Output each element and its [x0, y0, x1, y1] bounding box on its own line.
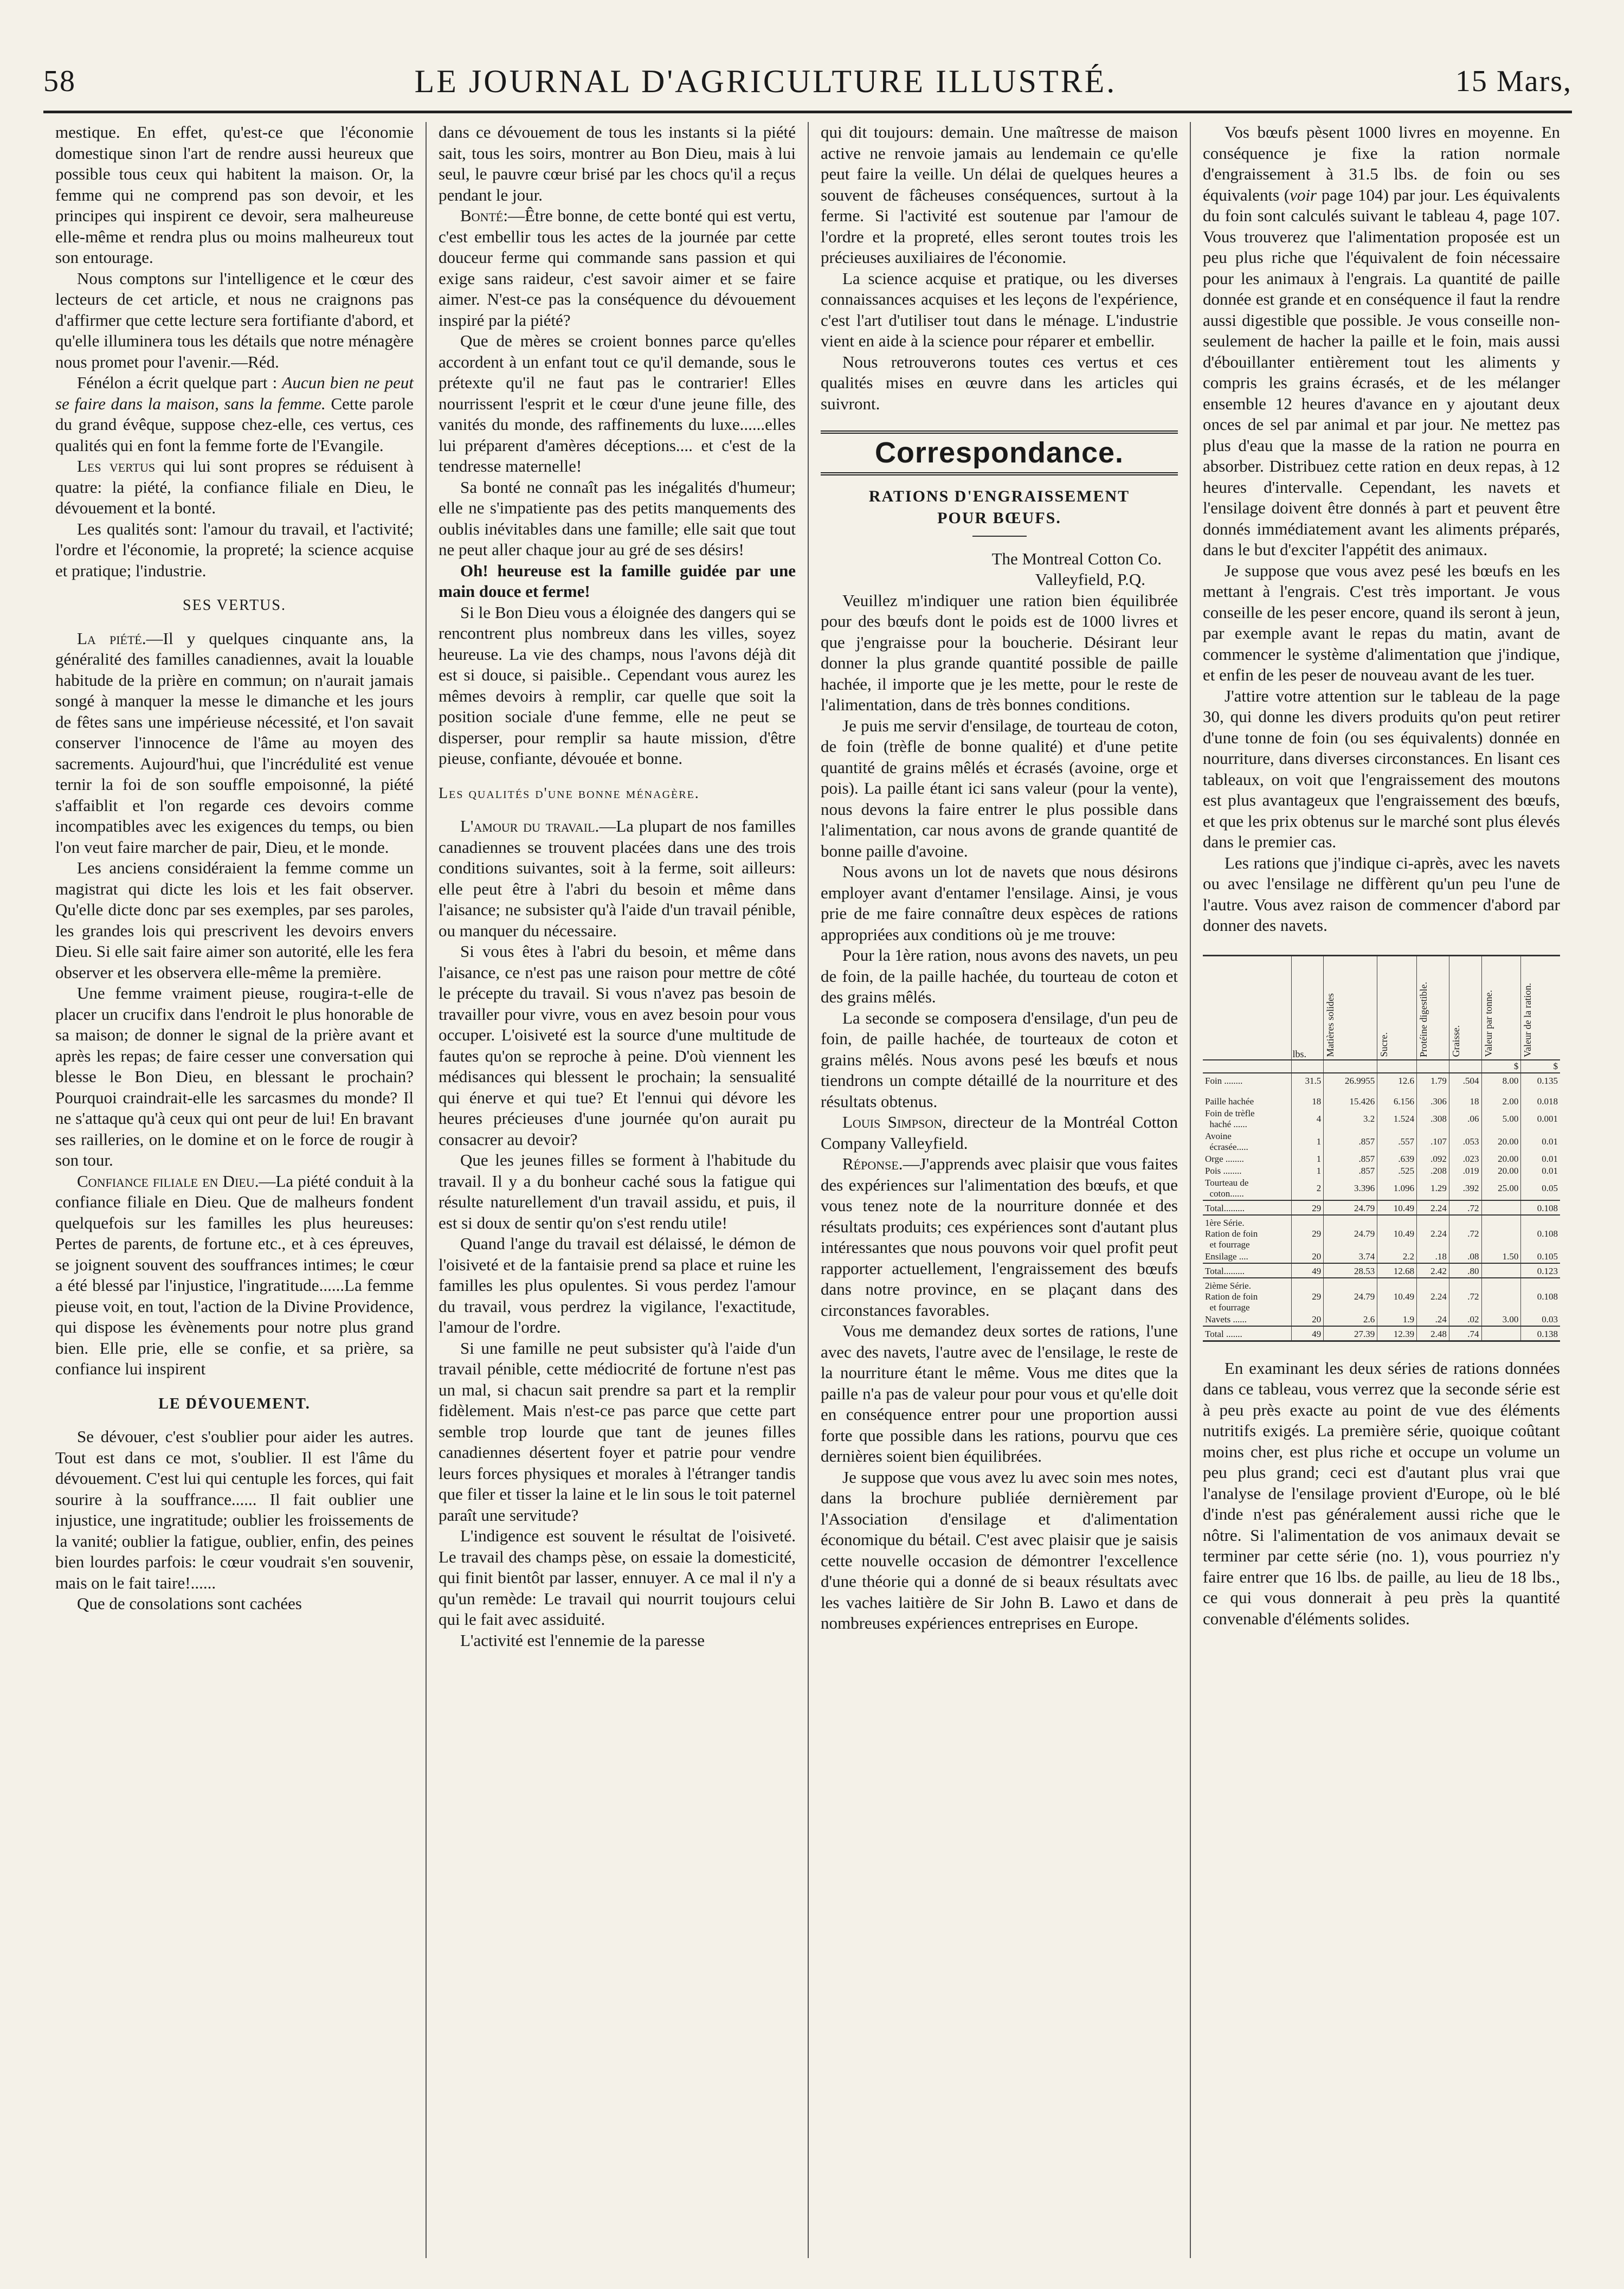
table-cell: 2.42 [1417, 1263, 1449, 1278]
table-cell: 6.156 [1377, 1096, 1417, 1108]
table-cell: 0.108 [1521, 1278, 1560, 1314]
table-cell: .72 [1449, 1200, 1481, 1215]
table-row [1203, 1153, 1560, 1165]
table-cell [1377, 1060, 1417, 1073]
column-1 [43, 122, 426, 2258]
table-cell [1481, 1215, 1521, 1251]
table-cell: .80 [1449, 1263, 1481, 1278]
table-cell: .504 [1449, 1073, 1481, 1087]
table-cell: .24 [1417, 1314, 1449, 1326]
table-cell: 0.01 [1521, 1153, 1560, 1165]
table-cell: 0.01 [1521, 1130, 1560, 1153]
paragraph [1203, 122, 1560, 561]
table-cell: 49 [1291, 1326, 1324, 1340]
table-row [1203, 1200, 1560, 1215]
column-3 [808, 122, 1190, 2258]
signer-name: Louis Simpson [842, 1113, 943, 1131]
paragraph: Je suppose que vous avez pesé les bœufs en les mettant à l'engrais. C'est très important. Je vous conseille de les peser encore, quand ils seront à jeun, par exemple avant le repas du matin, avant de commencer le système d'alimentation que j'indique, et enfin de les peser de nouveau avant de les tuer. [1203, 561, 1560, 684]
table-cell: .107 [1417, 1130, 1449, 1153]
table-cell: 12.6 [1377, 1073, 1417, 1087]
paragraph: La science acquise et pratique, ou les diverses connaissances acquises et les leçons de l'expérience, c'est l'art d'utiliser tout dans le ménage. L'industrie vient en aide à la science pour réparer et embellir. [821, 268, 1178, 350]
table-cell: .557 [1377, 1130, 1417, 1153]
table-cell: 10.49 [1377, 1278, 1417, 1314]
table-cell: 1.29 [1417, 1177, 1449, 1200]
paragraph: L'indigence est souvent le résultat de l'oisiveté. Le travail des champs pèse, on essaie la domesticité, qui finit bientôt par lasser, ennuyer. A ce mal il n'y a qu'un remède: Le travail qui nourrit toujours celui qui le fait avec assiduité. [439, 1526, 796, 1629]
table-row [1203, 1087, 1560, 1096]
subheading-devouement: LE DÉVOUEMENT. [158, 1395, 311, 1412]
table-cell: 0.138 [1521, 1326, 1560, 1340]
lead-in: L'amour du travail. [460, 816, 600, 835]
table-cell [1481, 1263, 1521, 1278]
table-cell: 3.2 [1324, 1108, 1377, 1130]
paragraph [439, 816, 796, 941]
table-header-cell [1377, 956, 1417, 1060]
paragraph: Nous avons un lot de navets que nous désirons employer avant d'entamer l'ensilage. Ainsi, je vous prie de me faire connaître deux espèces de rations appropriées aux conditions où je me trouve: [821, 862, 1178, 944]
table-cell [1291, 1060, 1324, 1073]
table-cell: .208 [1417, 1165, 1449, 1177]
paragraph: Une femme vraiment pieuse, rougira-t-elle de placer un crucifix dans l'endroit le plus honorable de sa maison; de donner le signal de la prière avant et après les repas; de faire cesser une conversation qui blesse le Bon Dieu, en blessant le prochain? Pourquoi craindrait-elle les sarcasmes du monde? Il ne s'attaque qu'à ceux qui ont peur de lui! En bravant ses railleries, on le domine et on le force de rougir à son tour. [55, 983, 414, 1169]
table-cell [1291, 1087, 1324, 1096]
table-cell [1449, 1060, 1481, 1073]
table-cell: 20.00 [1481, 1165, 1521, 1177]
table-cell: .72 [1449, 1215, 1481, 1251]
column-2 [426, 122, 808, 2258]
table-cell: 0.018 [1521, 1096, 1560, 1108]
section-title-correspondance: Correspondance. [821, 430, 1178, 475]
table-cell: 27.39 [1324, 1326, 1377, 1340]
paragraph [439, 205, 796, 331]
row-label: 1ère Série. Ration de foin et fourrage [1203, 1215, 1291, 1251]
table-cell [1481, 1278, 1521, 1314]
table-cell: 8.00 [1481, 1073, 1521, 1087]
paragraph [55, 372, 414, 456]
table-cell [1417, 1060, 1449, 1073]
table-cell: 0.135 [1521, 1073, 1560, 1087]
paragraph: Je puis me servir d'ensilage, de tourteau de coton, de foin (trèfle de bonne qualité) et d'une petite quantité de grains mêlés et écrasés (avoine, orge et pois). La paille étant ici sans valeur (pour la vente), nous devons la faire entrer le plus possible dans l'alimentation, car nous avons de grande quantité de bonne paille d'avoine. [821, 716, 1178, 860]
table-cell: .72 [1449, 1278, 1481, 1314]
page-number: 58 [43, 65, 76, 98]
table-cell: 0.03 [1521, 1314, 1560, 1326]
paragraph: Se dévouer, c'est s'oublier pour aider les autres. Tout est dans ce mot, s'oublier. Il est l'âme du dévouement. C'est lui qui centuple les forces, qui fait sourire à la souffrance...... Il fait oublier une injustice, une ingratitude; oublier les froissements de la vanité; oublier la fatigue, oublier, enfin, des peines bien lourdes parfois: le cœur voudrait s'en souvenir, mais on le fait taire!...... [55, 1427, 414, 1592]
row-label: Total......... [1203, 1200, 1291, 1215]
table-cell: 0.108 [1521, 1200, 1560, 1215]
paragraph: En examinant les deux séries de rations données dans ce tableau, vous verrez que la seconde série est à peu près exacte au point de vue des éléments nutritifs exigés. La première série, quoique coûtant moins cher, est plus riche et occupe un volume un peu plus grand; ceci est d'autant plus vrai que l'analyse de l'ensilage provient d'Europe, où le blé d'inde n'est pas généralement aussi riche que le nôtre. Si l'alimentation de vos animaux devait se terminer par cette série (no. 1), vous pourriez n'y faire entrer que 16 lbs. de paille, au lieu de 18 lbs., ce qui vous donnerait à peu près la quantité convenable d'éléments solides. [1203, 1358, 1560, 1628]
paragraph [55, 456, 414, 519]
lead-in: Réponse. [842, 1154, 903, 1173]
short-rule [972, 536, 1027, 537]
table-cell: .308 [1417, 1108, 1449, 1130]
table-cell: .08 [1449, 1251, 1481, 1263]
paragraph [55, 628, 414, 858]
signature [821, 1112, 1178, 1154]
table-cell: 12.39 [1377, 1326, 1417, 1340]
paragraph: Si le Bon Dieu vous a éloignée des dangers qui se rencontrent plus nombreux dans les villes, soyez heureuse. La vie des champs, nous l'avons déjà dit est si douce, si paisible.. Cependant vous aurez les mêmes devoirs à remplir, car quelle que soit la position sociale d'une femme, elle ne peut se disperser, pour remplir sa haute mission, d'être pieuse, confiante, dévouée et bonne. [439, 602, 796, 768]
table-cell: .857 [1324, 1153, 1377, 1165]
table-cell: .857 [1324, 1130, 1377, 1153]
table-cell: 2.24 [1417, 1215, 1449, 1251]
table-cell: .02 [1449, 1314, 1481, 1326]
text-run: , directeur de la Montréal Cotton Company Valleyfield. [821, 1113, 1178, 1153]
table-header-cell [1291, 956, 1324, 1060]
table-cell: 0.001 [1521, 1108, 1560, 1130]
table-row [1203, 1215, 1560, 1251]
table-cell: 24.79 [1324, 1215, 1377, 1251]
table-cell [1377, 1087, 1417, 1096]
table-row [1203, 1060, 1560, 1073]
table-header-cell [1449, 956, 1481, 1060]
table-cell: 18 [1449, 1096, 1481, 1108]
letter-from-line-2: Valleyfield, P.Q. [1035, 570, 1145, 589]
lead-in: Bonté [460, 206, 504, 225]
paragraph: Nous comptons sur l'intelligence et le cœur des lecteurs de cet article, et nous ne craignons pas d'affirmer que cette lecture sera fortifiante d'abord, et qu'elle illuminera tous les détails que notre ménagère nous promet pour l'avenir.—Réd. [55, 268, 414, 371]
header-text: Valeur de la ration. [1522, 982, 1533, 1057]
text-run: —La plupart de nos familles canadiennes se trouvent placées dans une des trois conditions suivantes, soit à la ferme, soit ailleurs: elle peut être à l'abri du besoin et même dans l'aisance; ne subsister qu'à l'aide d'un travail pénible, ou manquer du nécessaire. [439, 816, 796, 940]
table-cell: 0.105 [1521, 1251, 1560, 1263]
table-cell: .639 [1377, 1153, 1417, 1165]
row-label: Foin ........ [1203, 1073, 1291, 1087]
table-header-cell [1324, 956, 1377, 1060]
table-cell: 24.79 [1324, 1200, 1377, 1215]
paragraph: dans ce dévouement de tous les instants si la piété sait, tous les soirs, montrer au Bon Dieu, mais à lui seul, le pauvre cœur brisé par les chocs qu'il a reçus pendant le jour. [439, 123, 796, 204]
lead-in: Confiance filiale en Dieu. [77, 1171, 259, 1191]
paragraph: L'activité est l'ennemie de la paresse [460, 1630, 705, 1650]
table-cell: 29 [1291, 1215, 1324, 1251]
table-header-cell [1481, 956, 1521, 1060]
table-row [1203, 1073, 1560, 1087]
header-text: Sucre. [1378, 1032, 1390, 1057]
table-cell: 1.9 [1377, 1314, 1417, 1326]
table-row [1203, 1263, 1560, 1278]
table-cell: 20.00 [1481, 1153, 1521, 1165]
paragraph: Les qualités sont: l'amour du travail, et l'activité; l'ordre et l'économie, la propreté; la science acquise et pratique; l'industrie. [55, 519, 414, 580]
row-label: Ensilage .... [1205, 1251, 1248, 1262]
paragraph: Quand l'ange du travail est délaissé, le démon de l'oisiveté et de la fantaisie prend sa place et ruine les familles les plus opulentes. Si vous perdez l'amour du travail, vous perdrez la vigilance, l'exactitude, l'amour de l'ordre. [439, 1234, 796, 1336]
table-cell: 2 [1291, 1177, 1324, 1200]
table-cell: .092 [1417, 1153, 1449, 1165]
table-cell: 28.53 [1324, 1263, 1377, 1278]
table-row [1203, 1278, 1560, 1314]
paragraph: Que de consolations sont cachées [77, 1594, 302, 1613]
row-label: Tourteau de coton...... [1205, 1177, 1249, 1199]
page-header [43, 60, 1572, 103]
table-cell: 25.00 [1481, 1177, 1521, 1200]
table-header-cell [1203, 956, 1291, 1060]
table-cell: 0.05 [1521, 1177, 1560, 1200]
table-cell: 2.24 [1417, 1278, 1449, 1314]
table-cell: 20.00 [1481, 1130, 1521, 1153]
table-cell: 10.49 [1377, 1200, 1417, 1215]
row-label: Total ....... [1203, 1326, 1291, 1340]
header-text: Graisse. [1450, 1025, 1461, 1057]
paragraph: Oh! heureuse est la famille guidée par une main douce et ferme! [439, 561, 796, 601]
table-cell: 12.68 [1377, 1263, 1417, 1278]
rations-table [1203, 956, 1560, 1340]
subheading-vertus: SES VERTUS. [183, 597, 286, 614]
table-cell: 49 [1291, 1263, 1324, 1278]
table-cell: 29 [1291, 1278, 1324, 1314]
table-cell: 1.50 [1481, 1251, 1521, 1263]
table-header-cell [1521, 956, 1560, 1060]
paragraph: Si vous êtes à l'abri du besoin, et même dans l'aisance, ce n'est pas une raison pour mettre de côté le précepte du travail. Si vous n'avez pas besoin de travailler pour vivre, vous en avez besoin pour vous occuper. L'oisiveté est la source d'une multitude de fautes qu'on se reproche à peine. D'où viennent les médisances qui blessent le prochain; la sensualité qui énerve et qui tue? Et l'ennui qui dévore les heures précieuses d'une journée qu'on aurait pu consacrer au devoir? [439, 942, 796, 1149]
text-run: —La piété conduit à la confiance filiale en Dieu. Que de malheurs fondent quelquefois sur les familles les plus heureuses: Pertes de parents, de fortune etc., et à ces épreuves, se joignent souvent des souffrances intimes; le cœur a été blessé par l'injustice, l'ingratitude......La femme pieuse voit, en tout, l'action de la Divine Providence, qui dispose les évènements pour notre plus grand bien. Elle prie, elle se confie, et sa prière, sa confiance lui inspirent [55, 1171, 414, 1378]
table-row [1203, 1096, 1560, 1108]
table-cell: 2.00 [1481, 1096, 1521, 1108]
quote: Aucun bien ne peut se faire dans la maison, sans la femme. [55, 373, 414, 413]
table-row [1203, 1130, 1560, 1153]
table-cell: .857 [1324, 1165, 1377, 1177]
table-cell: 10.49 [1377, 1215, 1417, 1251]
text-run: Fénélon a écrit quelque part : [77, 373, 282, 392]
column-4 [1190, 122, 1572, 2258]
table-row [1203, 1177, 1560, 1200]
paragraph: Nous retrouverons toutes ces vertus et ces qualités mises en œuvre dans les articles qui suivront. [821, 352, 1178, 413]
paragraph: Les anciens considéraient la femme comme un magistrat qui dicte les lois et les fait observer. Qu'elle dicte donc par ses exemples, par ses paroles, les grandes lois qui prescrivent les devoirs envers Dieu. Si elle sait faire aimer son autorité, elle les fera observer et les observera elle-même la première. [55, 858, 414, 982]
table-cell: .525 [1377, 1165, 1417, 1177]
table-cell: 0.123 [1521, 1263, 1560, 1278]
table-cell: .306 [1417, 1096, 1449, 1108]
table-row [1203, 1108, 1560, 1130]
lead-in: Les vertus [77, 456, 156, 475]
row-label: Total......... [1203, 1263, 1291, 1278]
table-cell [1449, 1087, 1481, 1096]
row-label: Pois ........ [1205, 1165, 1242, 1176]
paragraph: La seconde se composera d'ensilage, d'un peu de foin, de paille hachée, de tourteaux de coton et grains mêlés. Nous avons pesé les bœufs et nous tiendrons un compte détaillé de la nourriture et des résultats obtenus. [821, 1008, 1178, 1111]
table-cell: 26.9955 [1324, 1073, 1377, 1087]
letter-from-line-1: The Montreal Cotton Co. [991, 549, 1162, 568]
subheading-qualites: Les qualités d'une bonne ménagère. [439, 785, 700, 802]
row-label: Orge ........ [1205, 1153, 1244, 1164]
table-cell: 3.74 [1324, 1251, 1377, 1263]
row-label: Avoine écrasée..... [1205, 1130, 1248, 1152]
text-run: —Il y quelques cinquante ans, la généralité des familles canadiennes, avait la louable habitude de la prière en commun; on n'aurait jamais songé à manquer la messe le dimanche et les jours de fêtes sans une impérieuse nécessité, et l'on savait conserver l'innocence de l'âme au moyen des sacrements. Aujourd'hui, que l'incrédulité est venue ternir la foi de son souffle empoisonné, la piété s'affaiblit et l'on regarde ces devoirs comme incompatibles avec les exigences du temps, ou bien l'on veut faire marcher de pair, Dieu, et le monde. [55, 628, 414, 857]
journal-title: LE JOURNAL D'AGRICULTURE ILLUSTRÉ. [414, 63, 1117, 99]
paragraph: Sa bonté ne connaît pas les inégalités d'humeur; elle ne s'impatiente pas des petits manquements des oublis inévitables dans une famille; elle sait que tout ne peut aller chaque jour au gré de ses désirs! [439, 477, 796, 559]
text-run: voir [1290, 185, 1317, 204]
table-cell: 0.108 [1521, 1215, 1560, 1251]
paragraph: Pour la 1ère ration, nous avons des navets, un peu de foin, de la paille hachée, du tourteau de coton et des grains mêlés. [821, 946, 1178, 1006]
table-body [1203, 1060, 1560, 1340]
header-text: Protéine digestible. [1418, 981, 1429, 1057]
header-text: Valeur par tonne. [1483, 990, 1494, 1057]
article-title-line-2: POUR BŒUFS. [937, 509, 1061, 527]
row-label [1203, 1060, 1291, 1073]
table-row [1203, 1314, 1560, 1326]
text-run: Cette parole du grand évêque, suppose chez-elle, ces vertus, ces qualités qui en font la femme forte de l'Evangile. [55, 394, 414, 455]
table-row [1203, 1326, 1560, 1340]
article-columns [43, 122, 1572, 2258]
text-run: :—Être bonne, de cette bonté qui est vertu, c'est embellir tous les actes de la journée par cette douceur ferme qui commande sans passion et qui exige sans raideur, c'est savoir aimer et se faire aimer. N'est-ce pas la conséquence du dévouement inspiré par la piété? [439, 206, 796, 330]
table-cell [1481, 1200, 1521, 1215]
row-label: Foin de trèfle haché ...... [1205, 1108, 1255, 1129]
paragraph: J'attire votre attention sur le tableau de la page 30, qui donne les divers produits qu'on peut retirer d'une tonne de foin (ou ses équivalents) donnée en nourriture, dans diverses circonstances. En lisant ces tableaux, on voit que l'engraissement des moutons est plus avantageux que l'engraissement des bœufs, et que les prix obtenus sur le marché sont plus élevés dans le premier cas. [1203, 686, 1560, 851]
table-row [1203, 1251, 1560, 1263]
table-cell: $ [1481, 1060, 1521, 1073]
table-cell: .019 [1449, 1165, 1481, 1177]
row-label: 2ième Série. Ration de foin et fourrage [1203, 1278, 1291, 1314]
table-cell: .74 [1449, 1326, 1481, 1340]
paragraph [821, 1154, 1178, 1321]
table-cell: 2.24 [1417, 1200, 1449, 1215]
header-text: lbs. [1292, 1048, 1307, 1059]
table-cell: 4 [1291, 1108, 1324, 1130]
table-header-row [1203, 956, 1560, 1060]
table-cell: 2.2 [1377, 1251, 1417, 1263]
table-cell: .18 [1417, 1251, 1449, 1263]
table-cell [1324, 1087, 1377, 1096]
table-cell: .392 [1449, 1177, 1481, 1200]
table-cell: 18 [1291, 1096, 1324, 1108]
paragraph: Je suppose que vous avez lu avec soin mes notes, dans la brochure publiée dernièrement par l'Association d'ensilage et d'alimentation économique du bétail. C'est avec plaisir que je saisis cette nouvelle occasion de démontrer l'excellence d'une théorie qui a donné de si beaux résultats avec les vaches laitière de Sir John B. Lawo et dans de nombreuses expériences entreprises en Europe. [821, 1467, 1178, 1632]
table-cell: 3.396 [1324, 1177, 1377, 1200]
paragraph: Les rations que j'indique ci-après, avec les navets ou avec l'ensilage ne diffèrent qu'un peu l'une de l'autre. Vous avez raison de commencer d'abord par donner des navets. [1203, 853, 1560, 935]
table-cell [1521, 1087, 1560, 1096]
paragraph [55, 1171, 414, 1380]
paragraph: Que les jeunes filles se forment à l'habitude du travail. Il y a du bonheur caché sous la fatigue qui résulte naturellement d'un travail assidu, et puis, il est si doux de sentir qu'on s'est rendu utile! [439, 1150, 796, 1232]
table-cell: 3.00 [1481, 1314, 1521, 1326]
table-cell: 0.01 [1521, 1165, 1560, 1177]
table-cell: 29 [1291, 1200, 1324, 1215]
table-cell [1324, 1060, 1377, 1073]
paragraph: Veuillez m'indiquer une ration bien équilibrée pour des bœufs dont le poids est de 1000 livres et que j'engraisse pour la boucherie. Désirant leur donner la plus grande quantité possible de paille hachée, il importe que je les mette, pour le reste de l'alimentation, dans de très bonnes conditions. [821, 590, 1178, 714]
article-title-line-1: RATIONS D'ENGRAISSEMENT [868, 487, 1130, 505]
table-cell: 24.79 [1324, 1278, 1377, 1314]
table-cell: 2.48 [1417, 1326, 1449, 1340]
table-cell: 1.096 [1377, 1177, 1417, 1200]
paragraph: Vous me demandez deux sortes de rations, l'une avec des navets, l'autre avec de l'ensilage, le reste de la nourriture étant le même. Vous me dites que la paille n'a pas de valeur pour pour vous et qu'elle doit en conséquence entrer pour une proportion aussi forte que possible dans les rations, pourvu que ces dernières soient bien équilibrées. [821, 1321, 1178, 1465]
rations-table-wrap [1203, 955, 1560, 1342]
issue-date: 15 Mars, [1455, 65, 1572, 98]
row-label: Navets ...... [1205, 1314, 1247, 1324]
header-text: Matières solides [1325, 993, 1336, 1057]
header-rule [43, 111, 1572, 113]
paragraph: Si une famille ne peut subsister qu'à l'aide d'un travail pénible, cette médiocrité de fortune n'est pas un mal, si chacun sait prendre sa part et la remplir fidèlement. Mais n'est-ce pas parce que cette part semble trop lourde que tant de jeunes filles canadiennes désertent foyer et patrie pour vendre leurs forces physiques et morales à l'étranger tandis que filer et tisser la laine et le lin sous le toit paternel paraît une servitude? [439, 1338, 796, 1525]
table-cell: .023 [1449, 1153, 1481, 1165]
table-cell: 31.5 [1291, 1073, 1324, 1087]
table-cell [1481, 1326, 1521, 1340]
row-label [1203, 1087, 1291, 1096]
text-run: qui lui sont propres se réduisent à quatre: la piété, la confiance filiale en Dieu, le dévouement et la bonté. [55, 456, 414, 517]
table-cell: 20 [1291, 1314, 1324, 1326]
table-cell: .06 [1449, 1108, 1481, 1130]
table-cell: 1.79 [1417, 1073, 1449, 1087]
lead-in: La piété. [77, 628, 146, 648]
table-cell [1417, 1087, 1449, 1096]
table-cell: 1 [1291, 1165, 1324, 1177]
paragraph: qui dit toujours: demain. Une maîtresse de maison active ne renvoie jamais au lendemain ce qu'elle peut faire la veille. Un délai de quelques heures a souvent de fâcheuses conséquences, surtout à la ferme. Si l'activité est soutenue par l'amour de l'ordre et la propreté, elles seront toutes trois les précieuses auxiliaires de l'économie. [821, 123, 1178, 267]
paragraph: mestique. En effet, qu'est-ce que l'économie domestique sinon l'art de rendre aussi heureux que possible tous ceux qui habitent la maison. Or, la femme qui ne comprend pas son devoir, et les principes qui inspirent ce devoir, sera malheureuse elle-même et rendra plus ou moins malheureux tout son entourage. [55, 123, 414, 267]
table-cell [1481, 1087, 1521, 1096]
table-cell: 1 [1291, 1130, 1324, 1153]
table-row [1203, 1165, 1560, 1177]
table-cell: $ [1521, 1060, 1560, 1073]
table-cell: 5.00 [1481, 1108, 1521, 1130]
paragraph: Que de mères se croient bonnes parce qu'elles accordent à un enfant tout ce qu'il demande, sous le prétexte qu'il ne faut pas le contrarier! Elles nourrissent l'esprit et le cœur d'une jeune fille, des vanités du monde, des raffinements du luxe......elles lui préparent d'amères déceptions.... et c'est de la tendresse maternelle! [439, 331, 796, 475]
text-run: page 104) par jour. Les équivalents du foin sont calculés suivant le tableau 4, page 107. Vous trouverez que l'alimentation proposée est un peu plus riche que l'équivalent de foin nécessaire pour les animaux à l'engrais. La quantité de paille donnée est grande et en conséquence il faut la rendre aussi digestible que possible. Je vous conseille non-seulement de hacher la paille et le foin, mais aussi d'ébouillanter entièrement tout les aliments y compris les grains écrasés, et de les mélanger ensemble 12 heures d'avance en y ajoutant deux onces de sel par animal et par jour. Ne mettez pas plus d'eau que la masse de la ration ne pourra en absorber. Distribuez cette ration en deux repas, à 12 heures d'intervalle. Cependant, les navets et l'ensilage doivent être donnés à part et peuvent être donnés immédiatement avant les aliments préparés, dans le but d'exciter l'appétit des animaux. [1203, 185, 1560, 559]
table-header-cell [1417, 956, 1449, 1060]
table-cell: 1.524 [1377, 1108, 1417, 1130]
table-cell: .053 [1449, 1130, 1481, 1153]
text-run: Vos bœufs pèsent 1000 livres en moyenne. En conséquence je fixe la ration normale d'engraissement à 31.5 lbs. de foin ou ses équivalents ( [1203, 123, 1560, 204]
table-cell: 1 [1291, 1153, 1324, 1165]
text-run: —J'apprends avec plaisir que vous faites des expériences sur l'alimentation des bœufs, et que vous tenez note de la nourriture donnée et des résultats produits; ces expériences sont d'autant plus intéressantes que nous pouvons voir quel profit peut rapporter actuellement, l'engraissement des bœufs dans notre province, en se plaçant dans des circonstances favorables. [821, 1154, 1178, 1320]
row-label: Paille hachée [1205, 1096, 1254, 1107]
table-cell: 2.6 [1324, 1314, 1377, 1326]
table-cell: 20 [1291, 1251, 1324, 1263]
table-cell: 15.426 [1324, 1096, 1377, 1108]
